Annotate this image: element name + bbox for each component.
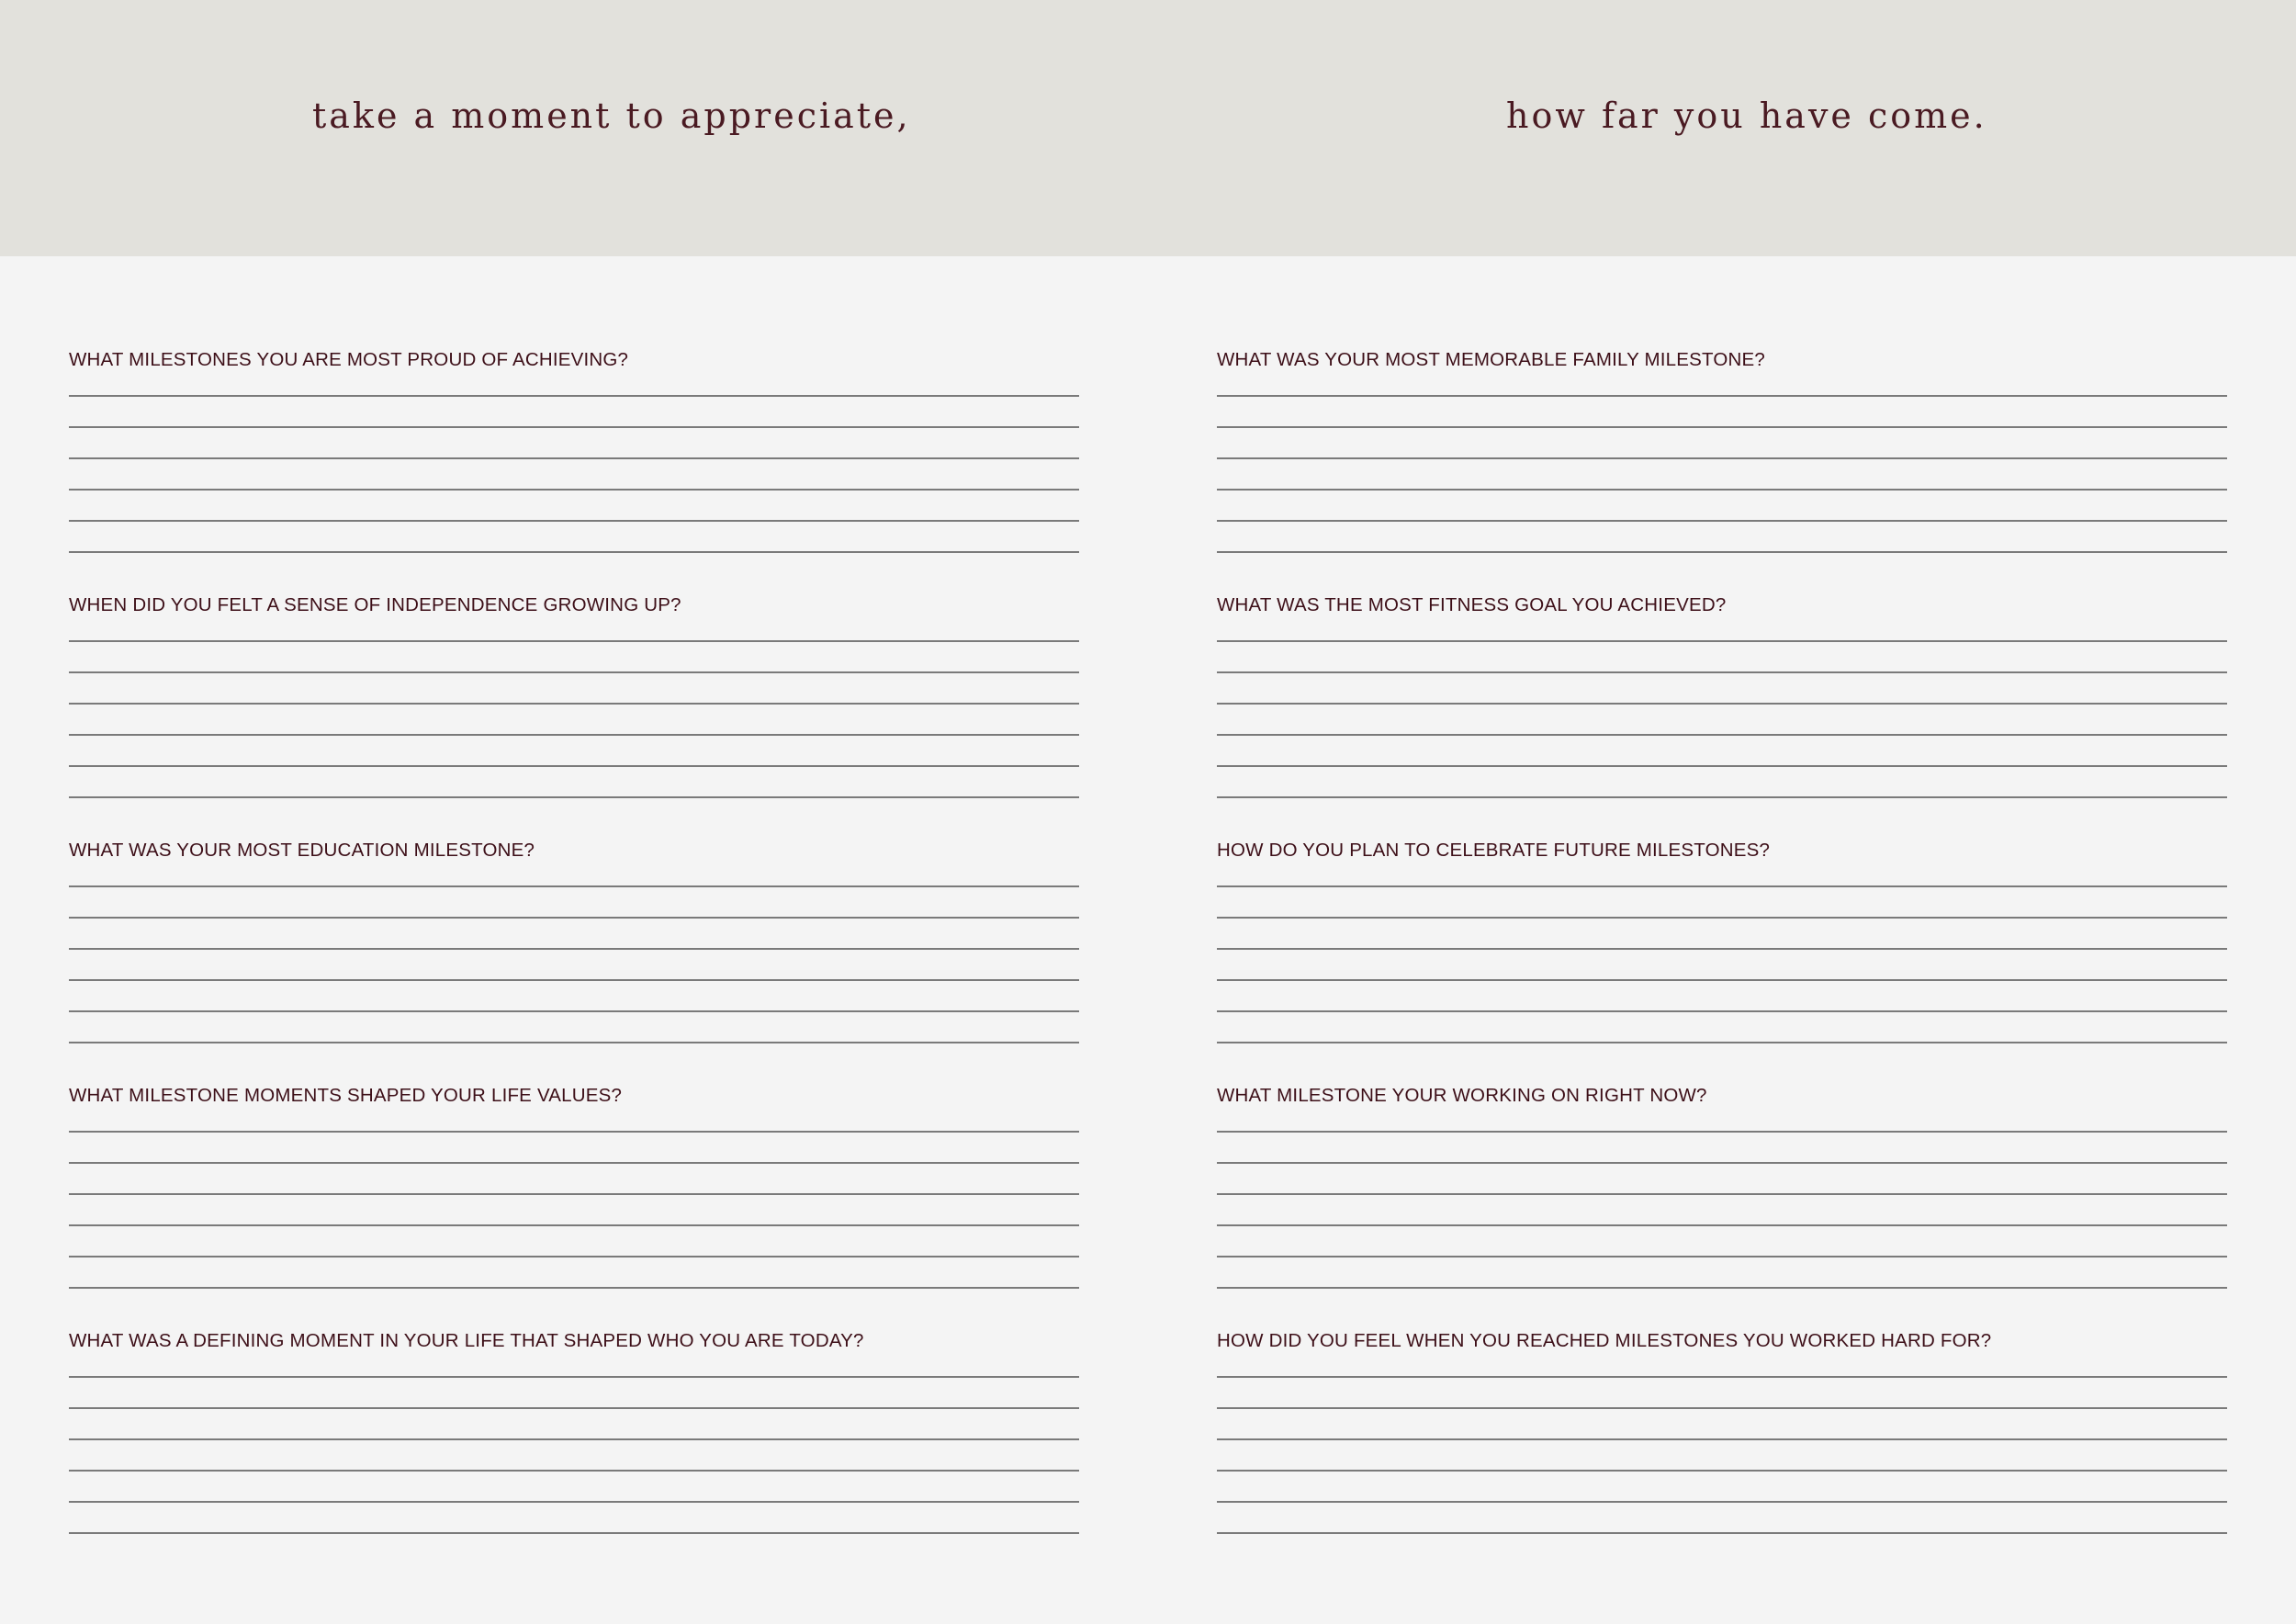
answer-lines[interactable] bbox=[1217, 885, 2227, 1043]
answer-lines[interactable] bbox=[69, 1376, 1079, 1534]
answer-line bbox=[69, 426, 1079, 428]
answer-line bbox=[69, 457, 1079, 459]
answer-line bbox=[69, 734, 1079, 736]
answer-line bbox=[69, 520, 1079, 522]
answer-line bbox=[1217, 765, 2227, 767]
header-right-text: how far you have come. bbox=[1506, 96, 1987, 136]
answer-line bbox=[69, 979, 1079, 981]
answer-lines[interactable] bbox=[69, 395, 1079, 553]
answer-line bbox=[1217, 796, 2227, 798]
question-block bbox=[69, 1327, 1079, 1573]
answer-lines[interactable] bbox=[1217, 1376, 2227, 1534]
question-block bbox=[1217, 837, 2227, 1082]
question-label: HOW DO YOU PLAN TO CELEBRATE FUTURE MILESTONES? bbox=[1217, 840, 1771, 861]
answer-line bbox=[69, 640, 1079, 642]
answer-line bbox=[1217, 734, 2227, 736]
answer-line bbox=[69, 1407, 1079, 1409]
answer-line bbox=[1217, 917, 2227, 919]
answer-lines[interactable] bbox=[69, 640, 1079, 798]
question-block bbox=[1217, 1082, 2227, 1327]
question-block bbox=[69, 837, 1079, 1082]
answer-line bbox=[69, 1532, 1079, 1534]
question-block bbox=[69, 1082, 1079, 1327]
answer-line bbox=[69, 765, 1079, 767]
question-label: WHEN DID YOU FELT A SENSE OF INDEPENDENCE GROWING UP? bbox=[69, 594, 681, 615]
question-label: WHAT MILESTONES YOU ARE MOST PROUD OF ACHIEVING? bbox=[69, 349, 629, 370]
question-label: WHAT MILESTONE YOUR WORKING ON RIGHT NOW? bbox=[1217, 1085, 1707, 1106]
question-label: HOW DID YOU FEEL WHEN YOU REACHED MILESTONES YOU WORKED HARD FOR? bbox=[1217, 1330, 1992, 1351]
question-block bbox=[1217, 1327, 2227, 1573]
answer-line bbox=[69, 671, 1079, 673]
answer-line bbox=[69, 1193, 1079, 1195]
question-label: WHAT WAS THE MOST FITNESS GOAL YOU ACHIEVED? bbox=[1217, 594, 1727, 615]
question-block bbox=[1217, 592, 2227, 837]
answer-line bbox=[69, 489, 1079, 491]
answer-line bbox=[69, 1438, 1079, 1440]
answer-line bbox=[1217, 640, 2227, 642]
answer-line bbox=[1217, 520, 2227, 522]
answer-line bbox=[69, 796, 1079, 798]
answer-line bbox=[1217, 395, 2227, 397]
left-question-column bbox=[69, 346, 1079, 1573]
answer-line bbox=[1217, 1438, 2227, 1440]
answer-line bbox=[1217, 1532, 2227, 1534]
answer-line bbox=[69, 551, 1079, 553]
answer-line bbox=[69, 1162, 1079, 1164]
question-label: WHAT WAS A DEFINING MOMENT IN YOUR LIFE THAT SHAPED WHO YOU ARE TODAY? bbox=[69, 1330, 864, 1351]
answer-line bbox=[1217, 1376, 2227, 1378]
answer-line bbox=[69, 1224, 1079, 1226]
answer-line bbox=[69, 1131, 1079, 1133]
answer-line bbox=[1217, 1256, 2227, 1257]
answer-line bbox=[1217, 1131, 2227, 1133]
answer-line bbox=[1217, 551, 2227, 553]
answer-lines[interactable] bbox=[69, 885, 1079, 1043]
answer-line bbox=[69, 1042, 1079, 1043]
answer-line bbox=[1217, 426, 2227, 428]
answer-line bbox=[1217, 1224, 2227, 1226]
answer-line bbox=[69, 1010, 1079, 1012]
answer-line bbox=[69, 948, 1079, 950]
answer-lines[interactable] bbox=[1217, 1131, 2227, 1289]
answer-line bbox=[1217, 489, 2227, 491]
answer-line bbox=[69, 395, 1079, 397]
question-label: WHAT WAS YOUR MOST MEMORABLE FAMILY MILESTONE? bbox=[1217, 349, 1765, 370]
answer-lines[interactable] bbox=[69, 1131, 1079, 1289]
header-banner bbox=[0, 0, 2296, 256]
answer-line bbox=[1217, 1010, 2227, 1012]
answer-line bbox=[69, 1501, 1079, 1503]
answer-line bbox=[1217, 1287, 2227, 1289]
answer-line bbox=[69, 1256, 1079, 1257]
answer-line bbox=[1217, 979, 2227, 981]
answer-line bbox=[1217, 1193, 2227, 1195]
question-label: WHAT MILESTONE MOMENTS SHAPED YOUR LIFE VALUES? bbox=[69, 1085, 623, 1106]
answer-line bbox=[1217, 457, 2227, 459]
answer-line bbox=[1217, 1501, 2227, 1503]
answer-line bbox=[1217, 1042, 2227, 1043]
answer-line bbox=[69, 703, 1079, 705]
question-block bbox=[69, 592, 1079, 837]
answer-line bbox=[69, 1287, 1079, 1289]
answer-lines[interactable] bbox=[1217, 395, 2227, 553]
question-block bbox=[69, 346, 1079, 592]
answer-lines[interactable] bbox=[1217, 640, 2227, 798]
answer-line bbox=[69, 917, 1079, 919]
answer-line bbox=[1217, 885, 2227, 887]
answer-line bbox=[1217, 948, 2227, 950]
header-left-text: take a moment to appreciate, bbox=[312, 96, 911, 136]
answer-line bbox=[69, 1470, 1079, 1472]
answer-line bbox=[1217, 1470, 2227, 1472]
answer-line bbox=[1217, 1162, 2227, 1164]
answer-line bbox=[1217, 703, 2227, 705]
answer-line bbox=[69, 885, 1079, 887]
question-label: WHAT WAS YOUR MOST EDUCATION MILESTONE? bbox=[69, 840, 535, 861]
right-question-column bbox=[1217, 346, 2227, 1573]
answer-line bbox=[69, 1376, 1079, 1378]
answer-line bbox=[1217, 1407, 2227, 1409]
question-block bbox=[1217, 346, 2227, 592]
answer-line bbox=[1217, 671, 2227, 673]
